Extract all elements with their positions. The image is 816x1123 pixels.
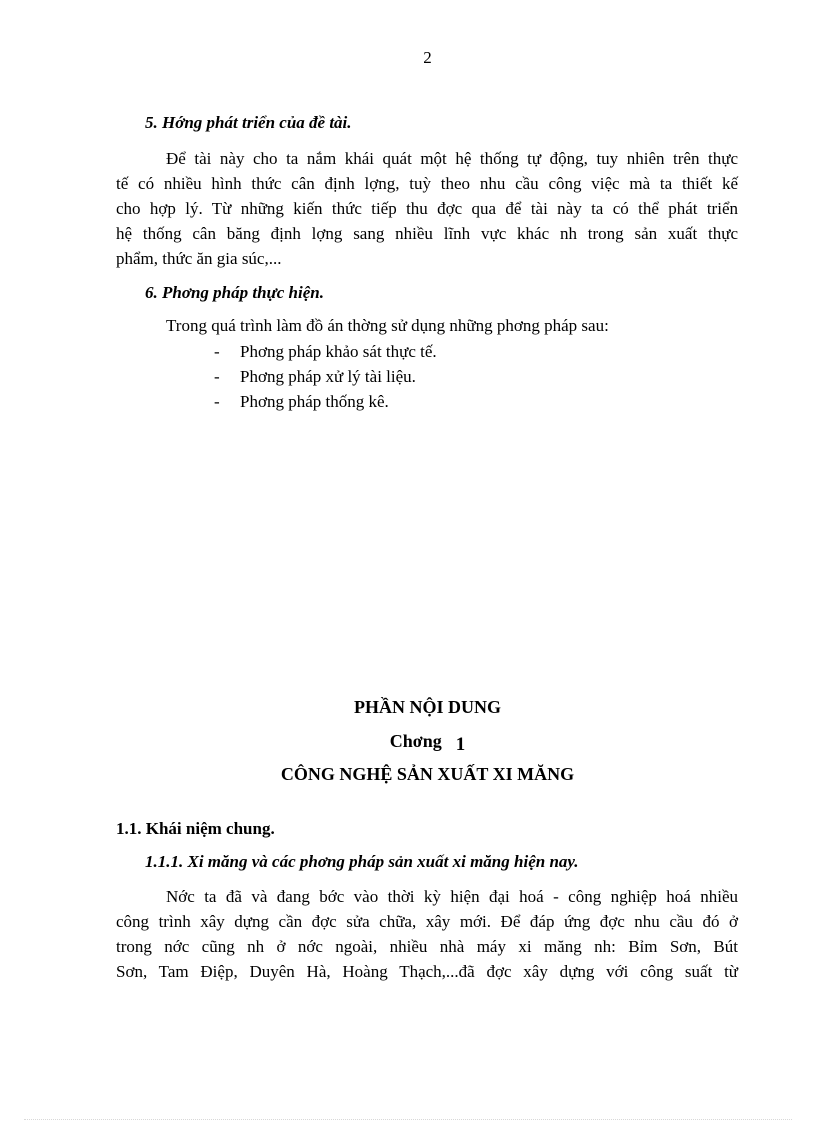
paragraph-line: Sơn, Tam Điệp, Duyên Hà, Hoàng Thạch,...đã đợc xây dựng với công suất từ <box>116 962 738 981</box>
methods-list <box>214 339 437 414</box>
paragraph-line: cho hợp lý. Từ những kiến thức tiếp thu đợc qua để tài này ta có thể phát triển <box>116 199 738 218</box>
footer-dotted-rule <box>24 1119 792 1120</box>
list-item <box>214 364 437 389</box>
paragraph-line: phẩm, thức ăn gia súc,... <box>116 249 282 268</box>
section-5-heading: 5. Hớng phát triển của đề tài. <box>145 113 352 132</box>
section-1-1-heading: 1.1. Khái niệm chung. <box>116 819 275 838</box>
part-title: PHẦN NỘI DUNG <box>354 697 501 717</box>
section-1-1-1-paragraph <box>116 884 738 984</box>
paragraph-line: Nớc ta đã và đang bớc vào thời kỳ hiện đại hoá - công nghiệp hoá nhiều <box>166 887 738 906</box>
bullet-dash: - <box>214 392 220 411</box>
section-1-1-1-heading: 1.1.1. Xi măng và các phơng pháp sản xuất xi măng hiện nay. <box>145 852 579 871</box>
paragraph-line: tế có nhiều hình thức cân định lợng, tuỳ theo nhu cầu công việc mà ta thiết kế <box>116 174 738 193</box>
section-6-intro: Trong quá trình làm đồ án thờng sử dụng những phơng pháp sau: <box>166 316 609 335</box>
chapter-number: 1 <box>455 734 466 755</box>
bullet-dash: - <box>214 367 220 386</box>
section-5-paragraph <box>116 146 738 271</box>
section-6-heading: 6. Phơng pháp thực hiện. <box>145 283 324 302</box>
list-item <box>214 389 437 414</box>
list-item-text: Phơng pháp xử lý tài liệu. <box>240 367 416 386</box>
bullet-dash: - <box>214 342 220 361</box>
paragraph-line: trong nớc cũng nh ở nớc ngoài, nhiều nhà máy xi măng nh: Bỉm Sơn, Bút <box>116 937 738 956</box>
list-item <box>214 339 437 364</box>
list-item-text: Phơng pháp thống kê. <box>240 392 389 411</box>
paragraph-line: Để tài này cho ta nắm khái quát một hệ thống tự động, tuy nhiên trên thực <box>166 149 738 168</box>
chapter-heading <box>0 731 816 753</box>
paragraph-line: công trình xây dựng cần đợc sửa chữa, xây mới. Để đáp ứng đợc nhu cầu đó ở <box>116 912 738 931</box>
page-number: 2 <box>423 48 432 67</box>
paragraph-line: hệ thống cân băng định lợng sang nhiều lĩnh vực khác nh trong sản xuất thực <box>116 224 738 243</box>
chapter-title: CÔNG NGHỆ SẢN XUẤT XI MĂNG <box>280 764 575 784</box>
chapter-label: Chơng <box>389 731 442 751</box>
list-item-text: Phơng pháp khảo sát thực tế. <box>240 342 437 361</box>
